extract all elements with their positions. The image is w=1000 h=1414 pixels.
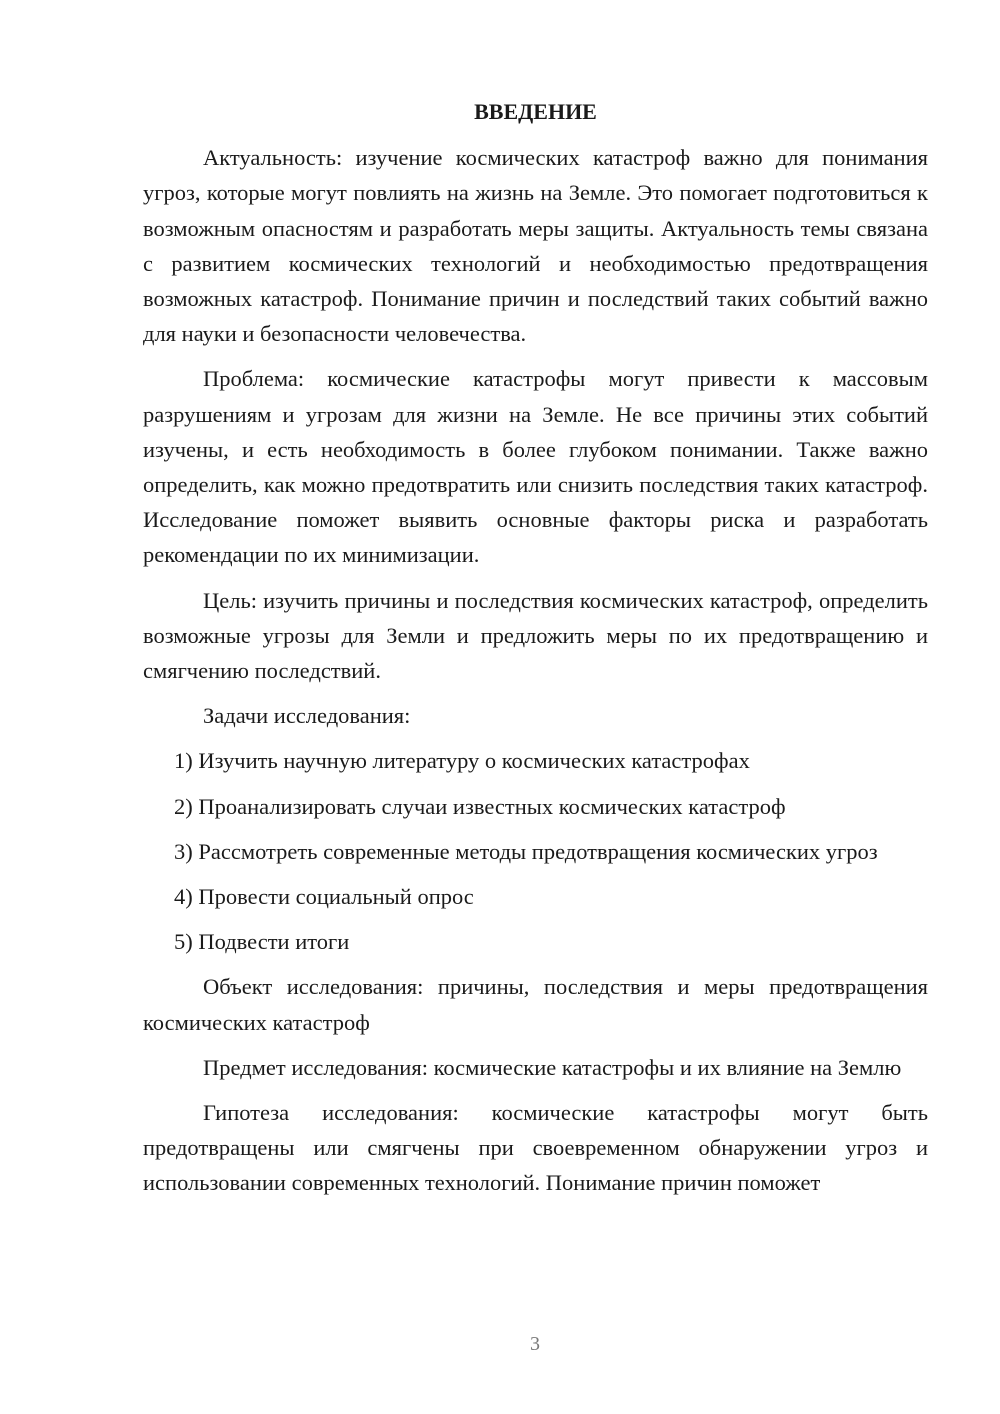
task-item-4: 4) Провести социальный опрос (174, 884, 474, 910)
document-page (143, 94, 928, 1201)
task-item-2: 2) Проанализировать случаи известных космических катастроф (174, 793, 786, 819)
subject-paragraph: Предмет исследования: космические катастрофы и их влияние на Землю (203, 1054, 902, 1080)
task-item-1: 1) Изучить научную литературу о космических катастрофах (174, 748, 750, 774)
page-title: ВВЕДЕНИЕ (474, 99, 597, 124)
problem-paragraph: Проблема: космические катастрофы могут привести к массовым разрушениям и угрозам для жизни на Земле. Не все причины этих событий изучены, и есть необходимость в более глубоком понимании. Также важно определить, как можно предотвратить или снизить последствия таких катастроф. Исследование поможет выявить основные факторы риска и разработать рекомендации по их минимизации. (143, 366, 928, 568)
goal-paragraph: Цель: изучить причины и последствия космических катастроф, определить возможные угрозы для Земли и предложить меры по их предотвращению и смягчению последствий. (143, 587, 928, 684)
tasks-heading: Задачи исследования: (203, 703, 411, 729)
object-paragraph: Объект исследования: причины, последствия и меры предотвращения космических катастроф (143, 974, 928, 1035)
task-item-5: 5) Подвести итоги (174, 929, 350, 955)
hypothesis-paragraph: Гипотеза исследования: космические катастрофы могут быть предотвращены или смягчены при своевременном обнаружении угроз и использовании современных технологий. Понимание причин поможет (143, 1100, 928, 1196)
relevance-paragraph: Актуальность: изучение космических катастроф важно для понимания угроз, которые могут повлиять на жизнь на Земле. Это помогает подготовиться к возможным опасностям и разработать меры защиты. Актуальность темы связана с развитием космических технологий и необходимостью предотвращения возможных катастроф. Понимание причин и последствий таких событий важно для науки и безопасности человечества. (143, 145, 928, 347)
page-number: 3 (530, 1333, 540, 1355)
task-item-3: 3) Рассмотреть современные методы предотвращения космических угроз (174, 838, 878, 864)
